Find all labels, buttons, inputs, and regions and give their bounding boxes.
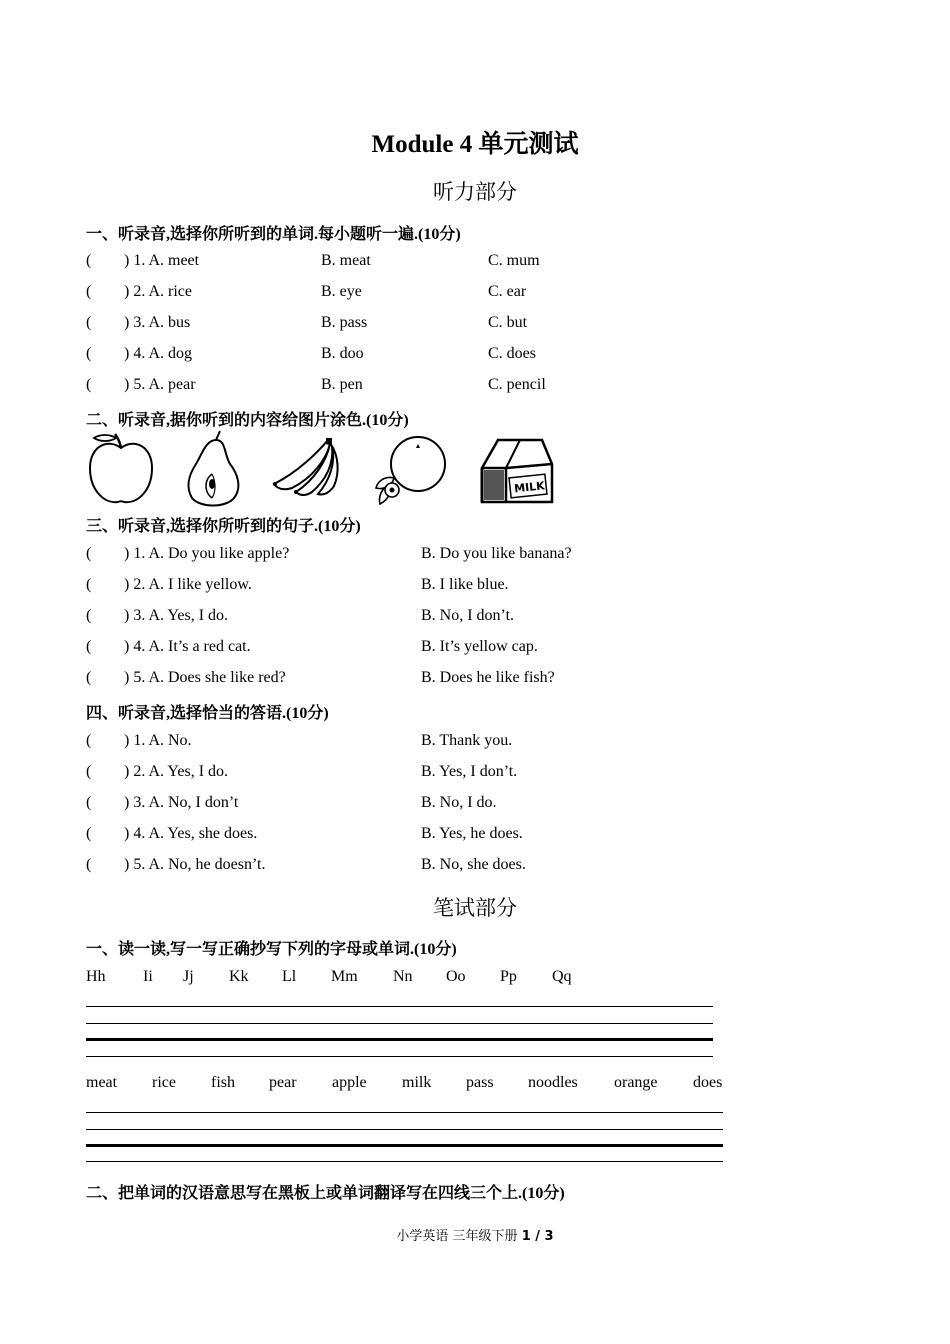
orange-picture[interactable] <box>366 432 450 508</box>
option-a: ) 2. A. rice <box>124 283 192 300</box>
milk-label: MILK <box>513 479 546 496</box>
answer-blank[interactable]: ( <box>86 314 92 331</box>
answer-blank[interactable]: ( <box>86 669 92 686</box>
question-row <box>86 825 786 847</box>
option-a: ) 5. A. Does she like red? <box>124 669 286 686</box>
question-row <box>86 576 786 598</box>
option-b: B. Does he like fish? <box>421 669 555 686</box>
footer-text: 小学英语 三年级下册 <box>396 1229 522 1244</box>
option-b: B. Thank you. <box>421 732 513 749</box>
word-item: fish <box>211 1074 235 1091</box>
page-number: 1 / 3 <box>521 1229 554 1244</box>
option-a: ) 3. A. No, I don’t <box>124 794 239 811</box>
option-c: C. does <box>488 345 536 362</box>
option-a: ) 4. A. It’s a red cat. <box>124 638 251 655</box>
option-b: B. eye <box>321 283 362 300</box>
option-b: B. Yes, I don’t. <box>421 763 518 780</box>
question-row <box>86 345 786 367</box>
answer-blank[interactable]: ( <box>86 794 92 811</box>
option-a: ) 4. A. Yes, she does. <box>124 825 258 842</box>
letter-item: Pp <box>500 968 517 985</box>
answer-blank[interactable]: ( <box>86 545 92 562</box>
word-item: rice <box>152 1074 176 1091</box>
question-row <box>86 856 786 878</box>
page-title: Module 4 单元测试 <box>371 131 579 158</box>
option-b: B. It’s yellow cap. <box>421 638 538 655</box>
section-2-heading: 二、听录音,据你听到的内容给图片涂色.(10分) <box>86 412 409 429</box>
question-row <box>86 669 786 691</box>
letter-item: Nn <box>393 968 413 985</box>
option-a: ) 5. A. No, he doesn’t. <box>124 856 266 873</box>
pear-picture[interactable] <box>182 430 244 508</box>
listening-heading: 听力部分 <box>433 180 517 204</box>
banana-picture[interactable] <box>268 436 340 498</box>
answer-blank[interactable]: ( <box>86 732 92 749</box>
option-c: C. but <box>488 314 528 331</box>
question-row <box>86 638 786 660</box>
option-b: B. doo <box>321 345 364 362</box>
answer-blank[interactable]: ( <box>86 825 92 842</box>
option-b: B. Do you like banana? <box>421 545 572 562</box>
question-row <box>86 607 786 629</box>
letter-item: Hh <box>86 968 106 985</box>
page-footer <box>0 1225 950 1244</box>
option-a: ) 4. A. dog <box>124 345 192 362</box>
option-a: ) 1. A. Do you like apple? <box>124 545 290 562</box>
writing-heading: 笔试部分 <box>433 896 517 920</box>
letters-row <box>86 968 686 990</box>
word-item: does <box>693 1074 723 1091</box>
word-item: orange <box>614 1074 658 1091</box>
milk-carton-picture[interactable] <box>476 434 556 506</box>
word-item: pass <box>466 1074 494 1091</box>
option-c: C. mum <box>488 252 540 269</box>
option-a: ) 2. A. Yes, I do. <box>124 763 229 780</box>
option-b: B. pen <box>321 376 363 393</box>
word-item: apple <box>332 1074 367 1091</box>
option-c: C. ear <box>488 283 527 300</box>
option-b: B. No, I don’t. <box>421 607 515 624</box>
question-row <box>86 763 786 785</box>
question-row <box>86 283 786 305</box>
question-row <box>86 794 786 816</box>
answer-blank[interactable]: ( <box>86 252 92 269</box>
question-row <box>86 732 786 754</box>
section-1-heading: 一、听录音,选择你所听到的单词.每小题听一遍.(10分) <box>86 226 461 243</box>
writing-section-1-heading: 一、读一读,写一写正确抄写下列的字母或单词.(10分) <box>86 941 457 958</box>
answer-blank[interactable]: ( <box>86 856 92 873</box>
answer-blank[interactable]: ( <box>86 638 92 655</box>
letter-item: Kk <box>229 968 249 985</box>
word-item: noodles <box>528 1074 578 1091</box>
answer-blank[interactable]: ( <box>86 345 92 362</box>
letter-item: Ll <box>282 968 297 985</box>
letter-item: Oo <box>446 968 466 985</box>
option-a: ) 3. A. bus <box>124 314 191 331</box>
section-3-heading: 三、听录音,选择你所听到的句子.(10分) <box>86 518 361 535</box>
option-a: ) 2. A. I like yellow. <box>124 576 252 593</box>
question-row <box>86 314 786 336</box>
answer-blank[interactable]: ( <box>86 576 92 593</box>
option-a: ) 5. A. pear <box>124 376 196 393</box>
option-a: ) 3. A. Yes, I do. <box>124 607 229 624</box>
option-a: ) 1. A. No. <box>124 732 192 749</box>
word-item: pear <box>269 1074 297 1091</box>
writing-section-2-heading: 二、把单词的汉语意思写在黑板上或单词翻译写在四线三个上.(10分) <box>86 1185 565 1202</box>
option-b: B. meat <box>321 252 371 269</box>
option-a: ) 1. A. meet <box>124 252 200 269</box>
option-b: B. Yes, he does. <box>421 825 523 842</box>
option-b: B. No, I do. <box>421 794 497 811</box>
question-row <box>86 545 786 567</box>
letter-item: Mm <box>331 968 358 985</box>
option-b: B. No, she does. <box>421 856 526 873</box>
answer-blank[interactable]: ( <box>86 607 92 624</box>
question-row <box>86 252 786 274</box>
letter-item: Ii <box>143 968 153 985</box>
option-b: B. I like blue. <box>421 576 509 593</box>
word-item: milk <box>402 1074 432 1091</box>
answer-blank[interactable]: ( <box>86 283 92 300</box>
word-item: meat <box>86 1074 118 1091</box>
answer-blank[interactable]: ( <box>86 763 92 780</box>
apple-picture[interactable] <box>86 432 156 506</box>
option-c: C. pencil <box>488 376 546 393</box>
answer-blank[interactable]: ( <box>86 376 92 393</box>
words-row <box>86 1074 736 1096</box>
letter-item: Jj <box>183 968 194 985</box>
section-4-heading: 四、听录音,选择恰当的答语.(10分) <box>86 705 329 722</box>
letter-item: Qq <box>552 968 572 985</box>
question-row <box>86 376 786 398</box>
option-b: B. pass <box>321 314 368 331</box>
